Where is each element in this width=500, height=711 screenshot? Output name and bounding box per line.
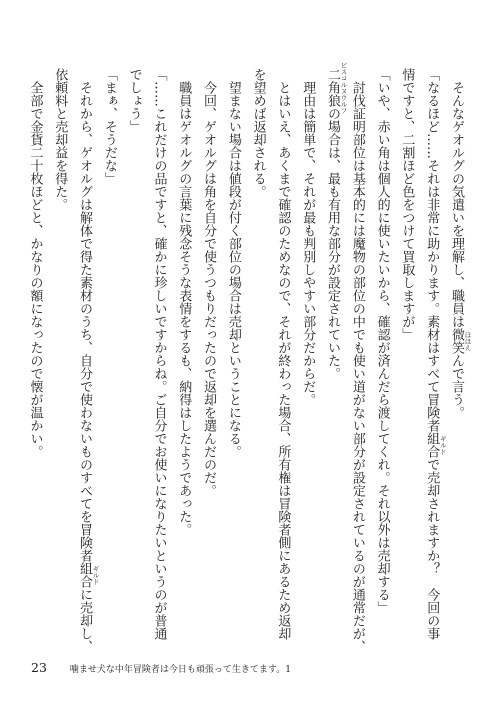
text-line xyxy=(22,68,47,653)
ruby-word xyxy=(449,328,472,354)
text-line xyxy=(220,68,245,653)
text-run: 理由は簡単で、それが最も判別しやすい部分だからだ。 xyxy=(300,68,316,406)
text-line xyxy=(344,68,369,653)
text-run: を望めば返却される。 xyxy=(250,68,266,198)
text-run: 全部で金貨二十枚ほどと、かなりの額になったので懐が温かい。 xyxy=(27,68,43,458)
text-line xyxy=(369,68,394,653)
text-line xyxy=(270,68,295,653)
text-run: 「まぁ、そうだな」 xyxy=(101,68,117,185)
text-run: とはいえ、あくまで確認のためなので、それが終わった場合、所有権は冒険者側にあるため返却 xyxy=(275,68,291,640)
ruby-reading: ギルド xyxy=(438,435,447,455)
text-run: 今回、ゲオルグは角を自分で使うつもりだったので返却を選んだのだ。 xyxy=(201,68,217,497)
text-run: 依頼料と売却益を得た。 xyxy=(52,68,68,211)
text-line xyxy=(121,68,146,653)
text-line xyxy=(245,68,270,653)
body-text xyxy=(21,61,472,658)
running-title: 噛ませ犬な中年冒険者は今日も頑張って生きてます。1 xyxy=(69,665,291,675)
ruby-base: 微笑 xyxy=(449,328,464,354)
text-run: んで言う。 xyxy=(449,354,464,419)
text-run: の場合は、最も有用な部分が設定されていた。 xyxy=(325,107,341,380)
ruby-reading: ギルド xyxy=(91,565,100,585)
ruby-word xyxy=(325,61,348,114)
ruby-word xyxy=(77,562,100,588)
page-number: 23 xyxy=(31,660,47,675)
text-line xyxy=(46,68,71,653)
text-run: に売却し、 xyxy=(77,588,93,653)
text-run: でしょう」 xyxy=(126,68,142,133)
page-footer xyxy=(31,660,291,675)
text-run: 討伐証明部位は基本的には魔物の部位の中でも使い道がない部分が設定されているのが通常だが、 xyxy=(349,68,365,653)
text-run: 「いや、赤い角は個人的に使いたいから、確認が済んだら渡してくれ。それ以外は売却する」 xyxy=(374,68,390,614)
ruby-base: 組合 xyxy=(77,562,93,588)
text-run: そんなゲオルグの気遣いを理解し、職員は xyxy=(449,68,464,328)
text-line xyxy=(170,68,195,653)
ruby-reading: ビスコルヌウルフ xyxy=(339,61,348,114)
text-line xyxy=(319,61,348,653)
text-run: で売却されますか？ 今回の事 xyxy=(424,458,440,640)
text-line xyxy=(146,68,171,653)
ruby-reading: ほほえ xyxy=(463,331,472,351)
text-line xyxy=(418,68,447,653)
text-line xyxy=(96,68,121,653)
text-run: それから、ゲオルグは解体で得た素材のうち、自分で使わないものすべてを冒険者 xyxy=(77,68,93,562)
text-run: 「……これだけの品ですと、確かに珍しいですからね。ご自分でお使いになりたいというのが普通 xyxy=(151,68,167,640)
text-run: 「なるほど……それは非常に助かります。素材はすべて冒険者 xyxy=(424,68,440,432)
text-run: 情ですと、二割ほど色をつけて買取しますが」 xyxy=(399,68,415,341)
text-run: 職員はゲオルグの言葉に残念そうな表情をするも、納得はしたようであった。 xyxy=(176,68,192,536)
ruby-base: 組合 xyxy=(424,432,440,458)
ruby-word xyxy=(424,432,447,458)
text-line xyxy=(394,68,419,653)
text-line xyxy=(195,68,220,653)
text-line xyxy=(443,68,472,653)
text-line xyxy=(294,68,319,653)
ruby-base: 二角狼 xyxy=(325,68,341,107)
text-line xyxy=(71,68,100,653)
text-run: 望まない場合は値段が付く部位の場合は売却ということになる。 xyxy=(225,68,241,458)
